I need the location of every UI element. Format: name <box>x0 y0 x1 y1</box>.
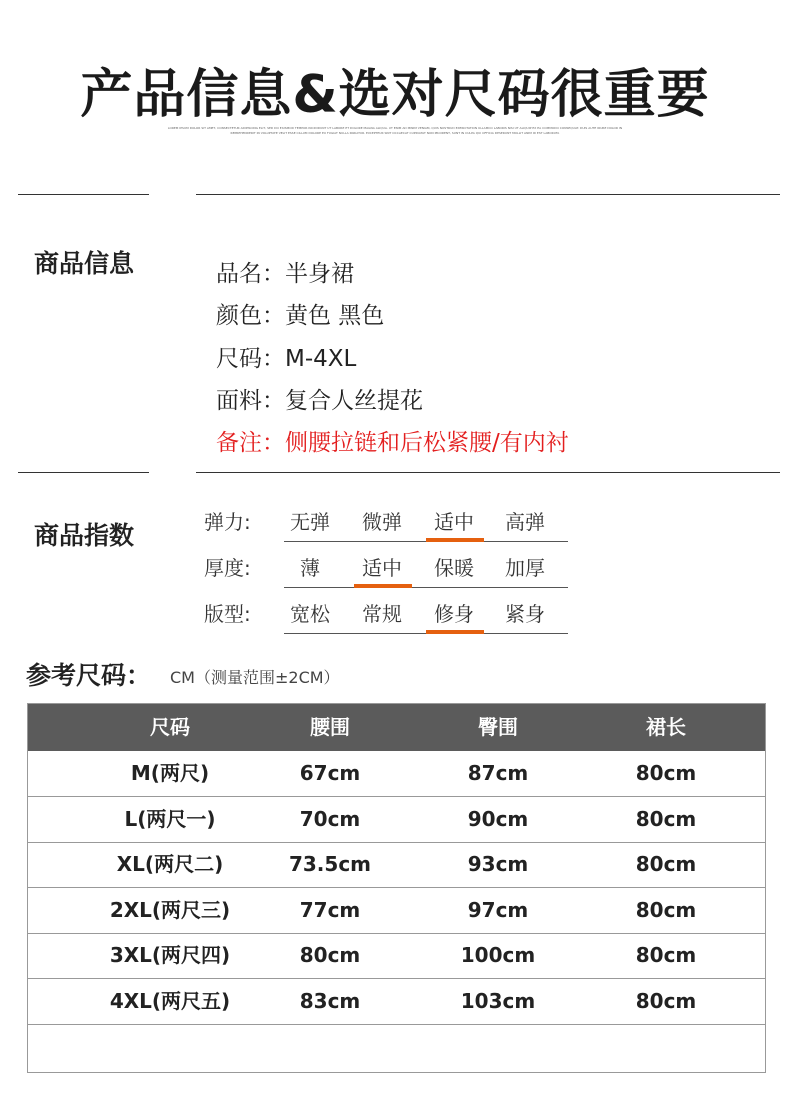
index-option: 高弹 <box>505 510 545 534</box>
table-cell: XL(两尺二) <box>116 852 224 876</box>
size-table-header <box>28 704 765 751</box>
table-cell: 80cm <box>635 897 697 922</box>
table-cell: 67cm <box>299 761 361 785</box>
index-option: 无弹 <box>290 510 330 534</box>
index-option-selected: 适中 <box>434 510 474 534</box>
info-line-name: 品名：半身裙 <box>216 261 354 287</box>
index-option: 加厚 <box>505 556 545 580</box>
table-row <box>28 797 765 843</box>
index-option-selected: 适中 <box>362 556 402 580</box>
table-cell: 83cm <box>299 988 361 1013</box>
size-table-header-cell: 臀围 <box>478 715 518 739</box>
index-row-label: 版型: <box>204 602 251 626</box>
table-cell: 100cm <box>460 943 536 967</box>
divider-right <box>196 194 780 195</box>
info-line-note: 备注：侧腰拉链和后松紧腰/有内衬 <box>216 430 569 456</box>
table-row <box>28 751 765 797</box>
index-option: 常规 <box>362 602 402 626</box>
table-cell: 80cm <box>635 943 697 967</box>
table-cell: 93cm <box>467 852 529 876</box>
table-cell: 2XL(两尺三) <box>109 897 231 922</box>
divider-left-2 <box>18 472 149 473</box>
table-row <box>28 979 765 1025</box>
table-cell: 80cm <box>635 988 697 1013</box>
table-cell: 87cm <box>467 761 529 785</box>
index-row-label: 弹力: <box>204 510 251 534</box>
product-info-label: 商品信息 <box>34 249 135 278</box>
table-cell: 77cm <box>299 897 361 922</box>
table-cell: M(两尺) <box>130 761 210 785</box>
size-table-header-cell: 尺码 <box>150 715 190 739</box>
table-row <box>28 933 765 979</box>
size-reference-title: 参考尺码： <box>26 661 152 690</box>
table-cell: L(两尺一) <box>124 806 216 831</box>
table-cell: 80cm <box>635 852 697 876</box>
size-table <box>27 703 766 1073</box>
index-selected-mark <box>426 630 484 634</box>
table-row <box>28 888 765 934</box>
index-selected-mark <box>426 538 484 542</box>
index-row-label: 厚度: <box>204 556 251 580</box>
index-row-underline <box>284 587 568 588</box>
size-reference-unit: CM（测量范围±2CM） <box>170 668 340 687</box>
divider-right-2 <box>196 472 780 473</box>
info-line-color: 颜色：黄色 黑色 <box>216 303 385 329</box>
size-table-header-cell: 腰围 <box>310 715 350 739</box>
table-cell: 80cm <box>635 761 697 785</box>
table-cell: 80cm <box>299 943 361 967</box>
table-cell: 73.5cm <box>288 852 372 876</box>
table-cell: 97cm <box>467 897 529 922</box>
decorative-fine-print: LOREM IPSUM DOLOR SIT AMET, CONSECTETUR ADIPISCING ELIT, SED DO EIUSMOD TEMPOR INCIDIDUNT UT LABORE ET DOLORE MAGNA ALIQUA. UT ENIM AD MINIM VENIAM, QUIS NOSTRUD EXERCITATION ULLAMCO LABORIS NISI UT ALIQUIP EX EA COMMODO CONSEQUAT. DUIS AUTE IRURE DOLOR IN REPREHENDERIT IN VOLUPTATE VELIT ESSE CILLUM DOLORE EU FUGIAT NULLA PARIATUR. EXCEPTEUR SINT OCCAECAT CUPIDATAT NON PROIDENT, SUNT IN CULPA QUI OFFICIA DESERUNT MOLLIT ANIM ID EST LABORUM. <box>167 126 623 135</box>
table-cell: 90cm <box>467 806 529 831</box>
table-cell: 80cm <box>635 806 697 831</box>
index-option: 薄 <box>300 556 320 580</box>
divider-left <box>18 194 149 195</box>
table-row <box>28 842 765 888</box>
index-option: 保暖 <box>434 556 474 580</box>
info-line-size: 尺码：M-4XL <box>216 346 357 372</box>
info-line-fabric: 面料：复合人丝提花 <box>216 388 423 414</box>
table-cell: 70cm <box>299 806 361 831</box>
index-option: 紧身 <box>505 602 545 626</box>
table-cell: 3XL(两尺四) <box>109 943 231 967</box>
size-table-header-cell: 裙长 <box>646 715 686 739</box>
product-index-label: 商品指数 <box>34 521 135 550</box>
index-option: 宽松 <box>290 602 330 626</box>
page-title: 产品信息&选对尺码很重要 <box>80 65 710 125</box>
index-option-selected: 修身 <box>434 602 474 626</box>
index-option: 微弹 <box>362 510 402 534</box>
table-cell: 103cm <box>460 988 536 1013</box>
table-cell: 4XL(两尺五) <box>109 988 231 1013</box>
index-selected-mark <box>354 584 412 588</box>
